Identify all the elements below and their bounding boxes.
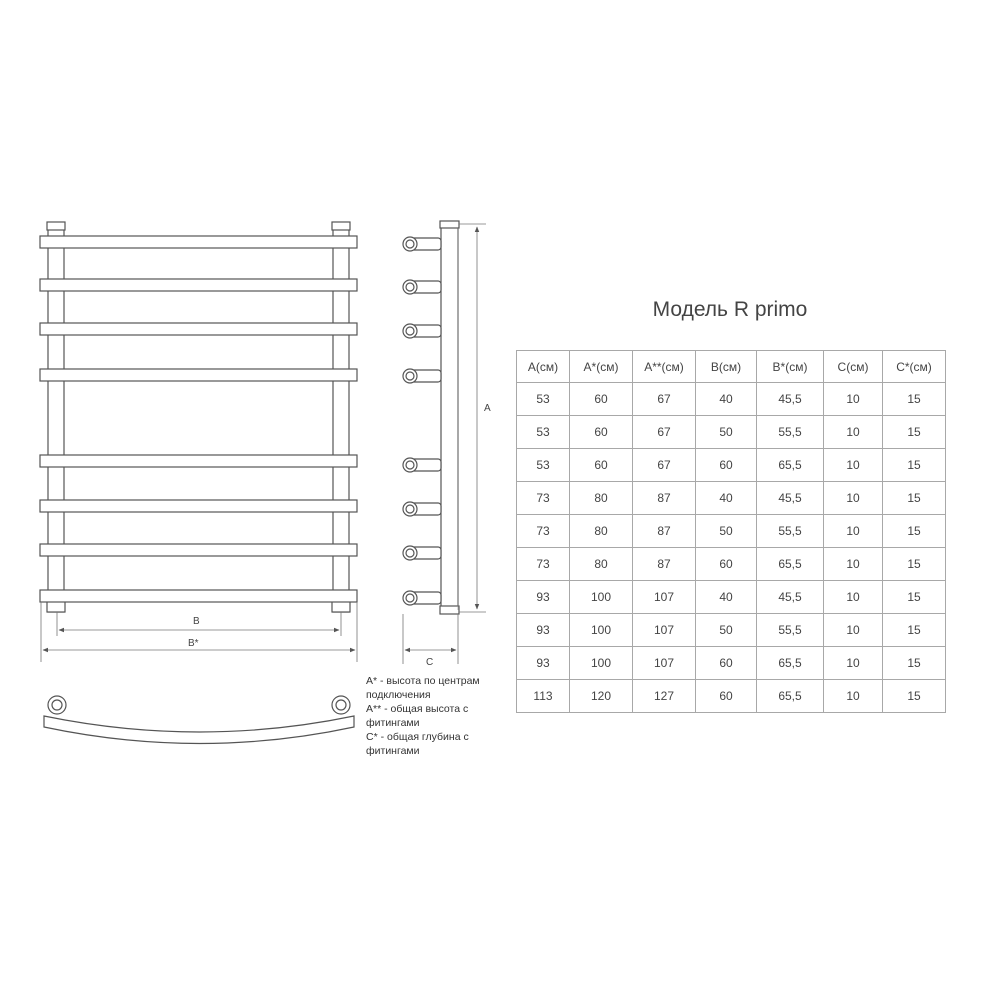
table-cell: 45,5 [757, 581, 824, 614]
table-cell: 50 [696, 614, 757, 647]
rung [40, 369, 357, 381]
table-row [517, 416, 946, 449]
table-cell: 53 [517, 416, 570, 449]
rung [40, 236, 357, 248]
table-cell: 107 [633, 647, 696, 680]
table-cell: 53 [517, 383, 570, 416]
notes [366, 674, 516, 758]
side-collector [441, 224, 458, 612]
header-a: A(см) [517, 351, 570, 383]
table-cell: 40 [696, 581, 757, 614]
table-cell: 73 [517, 482, 570, 515]
table-cell: 15 [883, 515, 946, 548]
left-bottom-cap [47, 601, 65, 612]
table-cell: 15 [883, 482, 946, 515]
table-row [517, 581, 946, 614]
curved-rung [44, 716, 354, 744]
table-cell: 15 [883, 614, 946, 647]
table-cell: 100 [570, 614, 633, 647]
table-cell: 10 [824, 548, 883, 581]
table-body [517, 383, 946, 713]
dimension-a-label: A [484, 403, 491, 414]
table-cell: 10 [824, 482, 883, 515]
table-cell: 10 [824, 383, 883, 416]
table-cell: 15 [883, 449, 946, 482]
side-view [403, 221, 459, 614]
header-b: B(см) [696, 351, 757, 383]
table-cell: 15 [883, 416, 946, 449]
front-dimensions [41, 602, 357, 662]
table-cell: 60 [570, 383, 633, 416]
table-cell: 45,5 [757, 383, 824, 416]
table-cell: 80 [570, 515, 633, 548]
model-title: Модель R primo [652, 298, 808, 321]
table-cell: 80 [570, 548, 633, 581]
side-rungs [403, 237, 441, 605]
rung [40, 455, 357, 467]
note-a-star: A* - высота по центрам подключения [366, 675, 480, 701]
rung [40, 544, 357, 556]
table-cell: 93 [517, 647, 570, 680]
table-cell: 127 [633, 680, 696, 713]
top-view [44, 696, 354, 744]
table-cell: 80 [570, 482, 633, 515]
table-cell: 100 [570, 581, 633, 614]
table-cell: 93 [517, 614, 570, 647]
table-cell: 60 [696, 449, 757, 482]
rung [40, 323, 357, 335]
table-cell: 67 [633, 449, 696, 482]
table-row [517, 482, 946, 515]
table-row [517, 449, 946, 482]
table-cell: 60 [570, 449, 633, 482]
table-cell: 100 [570, 647, 633, 680]
table-cell: 15 [883, 383, 946, 416]
table-cell: 53 [517, 449, 570, 482]
table-cell: 60 [696, 680, 757, 713]
table-row [517, 680, 946, 713]
table-header-row [517, 351, 946, 383]
left-fitting [48, 696, 66, 714]
table-cell: 15 [883, 680, 946, 713]
note-c-star: C* - общая глубина с фитингами [366, 731, 469, 757]
table-cell: 73 [517, 548, 570, 581]
table-cell: 67 [633, 383, 696, 416]
left-top-cap [47, 222, 65, 230]
table-row [517, 383, 946, 416]
table-cell: 10 [824, 581, 883, 614]
header-a-star: A*(см) [570, 351, 633, 383]
table-cell: 65,5 [757, 680, 824, 713]
dimensions-table [516, 350, 946, 713]
table-cell: 73 [517, 515, 570, 548]
table-row [517, 548, 946, 581]
header-b-star: B*(см) [757, 351, 824, 383]
table-cell: 10 [824, 614, 883, 647]
table-cell: 60 [570, 416, 633, 449]
table-row [517, 647, 946, 680]
table-cell: 55,5 [757, 614, 824, 647]
table-cell: 10 [824, 515, 883, 548]
table-cell: 40 [696, 383, 757, 416]
table-cell: 87 [633, 548, 696, 581]
table-cell: 107 [633, 581, 696, 614]
table-cell: 55,5 [757, 515, 824, 548]
header-a-double-star: A**(см) [633, 351, 696, 383]
dimension-c-label: C [426, 657, 434, 668]
header-c-star: C*(см) [883, 351, 946, 383]
right-bottom-cap [332, 601, 350, 612]
table-cell: 87 [633, 482, 696, 515]
table-cell: 93 [517, 581, 570, 614]
table-cell: 65,5 [757, 449, 824, 482]
table-cell: 65,5 [757, 647, 824, 680]
rung [40, 279, 357, 291]
table-cell: 10 [824, 449, 883, 482]
table-cell: 10 [824, 680, 883, 713]
table-cell: 15 [883, 647, 946, 680]
table-cell: 15 [883, 581, 946, 614]
table-cell: 120 [570, 680, 633, 713]
table-cell: 65,5 [757, 548, 824, 581]
table-cell: 60 [696, 548, 757, 581]
header-c: C(см) [824, 351, 883, 383]
table-cell: 107 [633, 614, 696, 647]
table-cell: 45,5 [757, 482, 824, 515]
table-cell: 15 [883, 548, 946, 581]
front-view [40, 222, 357, 612]
table-row [517, 614, 946, 647]
table-cell: 67 [633, 416, 696, 449]
table-cell: 87 [633, 515, 696, 548]
dimension-b-label: B [193, 616, 200, 627]
table-cell: 60 [696, 647, 757, 680]
table-cell: 55,5 [757, 416, 824, 449]
right-fitting [332, 696, 350, 714]
table-cell: 40 [696, 482, 757, 515]
table-cell: 113 [517, 680, 570, 713]
table-cell: 10 [824, 416, 883, 449]
note-a-double-star: A** - общая высота с фитингами [366, 703, 469, 729]
right-top-cap [332, 222, 350, 230]
table-cell: 10 [824, 647, 883, 680]
table-cell: 50 [696, 416, 757, 449]
rung [40, 590, 357, 602]
dimension-b-star-label: B* [188, 638, 199, 649]
rung [40, 500, 357, 512]
table-row [517, 515, 946, 548]
table-cell: 50 [696, 515, 757, 548]
